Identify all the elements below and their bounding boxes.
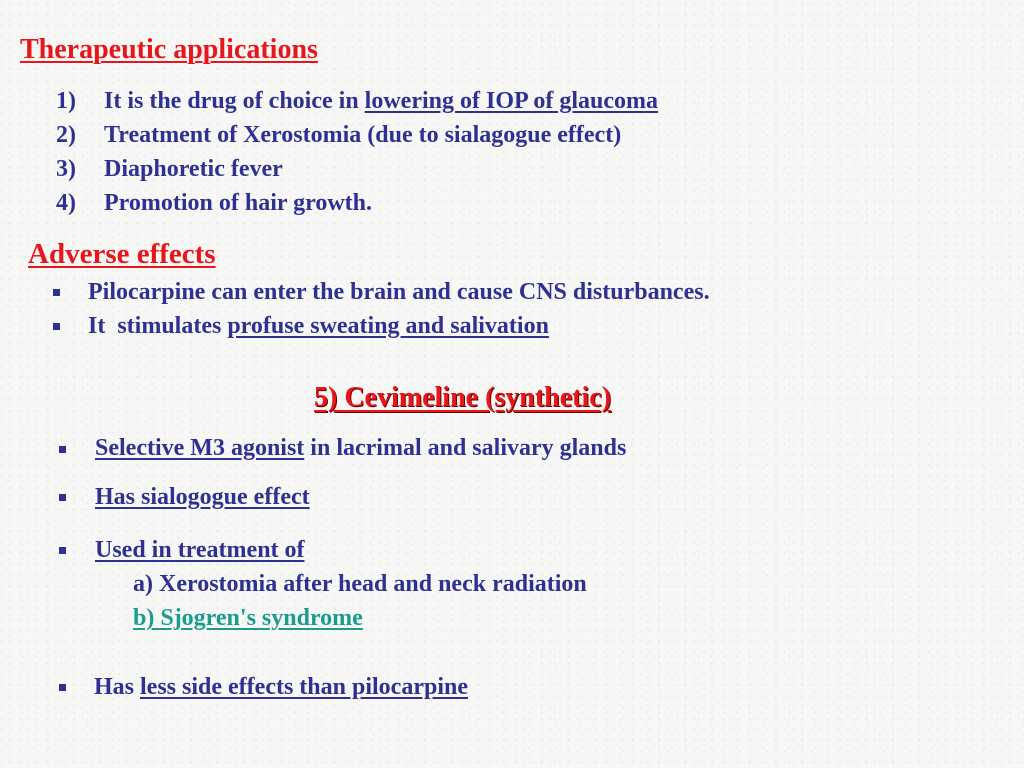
cevimeline-item-3 <box>95 537 305 564</box>
item-number: 1) <box>56 88 76 114</box>
item-underlined-text: Selective M3 agonist <box>95 435 305 461</box>
bullet-icon <box>59 684 66 691</box>
item-text: Treatment of Xerostomia (due to sialagogue effect) <box>104 122 622 148</box>
therapeutic-item-1 <box>56 88 658 115</box>
bullet-icon <box>59 446 66 453</box>
cevimeline-item-2 <box>95 484 310 511</box>
adverse-item-1 <box>88 279 710 306</box>
item-underlined-text: b) Sjogren's syndrome <box>133 605 363 631</box>
item-underlined-text: profuse sweating and salivation <box>227 313 549 339</box>
item-text: Pilocarpine can enter the brain and cause CNS disturbances. <box>88 279 710 305</box>
item-text: in lacrimal and salivary glands <box>304 435 627 461</box>
item-text: a) Xerostomia after head and neck radiation <box>133 571 587 597</box>
cevimeline-subitem-b <box>133 605 363 632</box>
item-number: 4) <box>56 190 76 216</box>
item-underlined-text: Has sialogogue effect <box>95 484 310 510</box>
cevimeline-item-4 <box>94 674 468 701</box>
therapeutic-item-2 <box>56 122 621 149</box>
cevimeline-heading: 5) Cevimeline (synthetic) <box>314 382 612 413</box>
item-underlined-text: lowering of IOP of glaucoma <box>364 88 658 114</box>
bullet-icon <box>59 494 66 501</box>
therapeutic-item-3 <box>56 156 283 183</box>
therapeutic-heading: Therapeutic applications <box>20 34 318 65</box>
therapeutic-item-4 <box>56 190 372 217</box>
item-text: Has <box>94 674 141 700</box>
item-number: 3) <box>56 156 76 182</box>
item-text: Promotion of hair growth. <box>104 190 372 216</box>
item-underlined-text: Used in treatment of <box>95 537 305 563</box>
cevimeline-item-1 <box>95 435 626 462</box>
bullet-icon <box>53 289 60 296</box>
adverse-item-2 <box>88 313 549 340</box>
cevimeline-subitem-a <box>133 571 587 598</box>
item-text: It stimulates <box>88 313 228 339</box>
bullet-icon <box>59 547 66 554</box>
item-text: It is the drug of choice in <box>104 88 365 114</box>
adverse-heading: Adverse effects <box>28 238 216 270</box>
bullet-icon <box>53 323 60 330</box>
item-text: Diaphoretic fever <box>104 156 283 182</box>
item-underlined-text: less side effects than pilocarpine <box>140 674 468 700</box>
item-number: 2) <box>56 122 76 148</box>
